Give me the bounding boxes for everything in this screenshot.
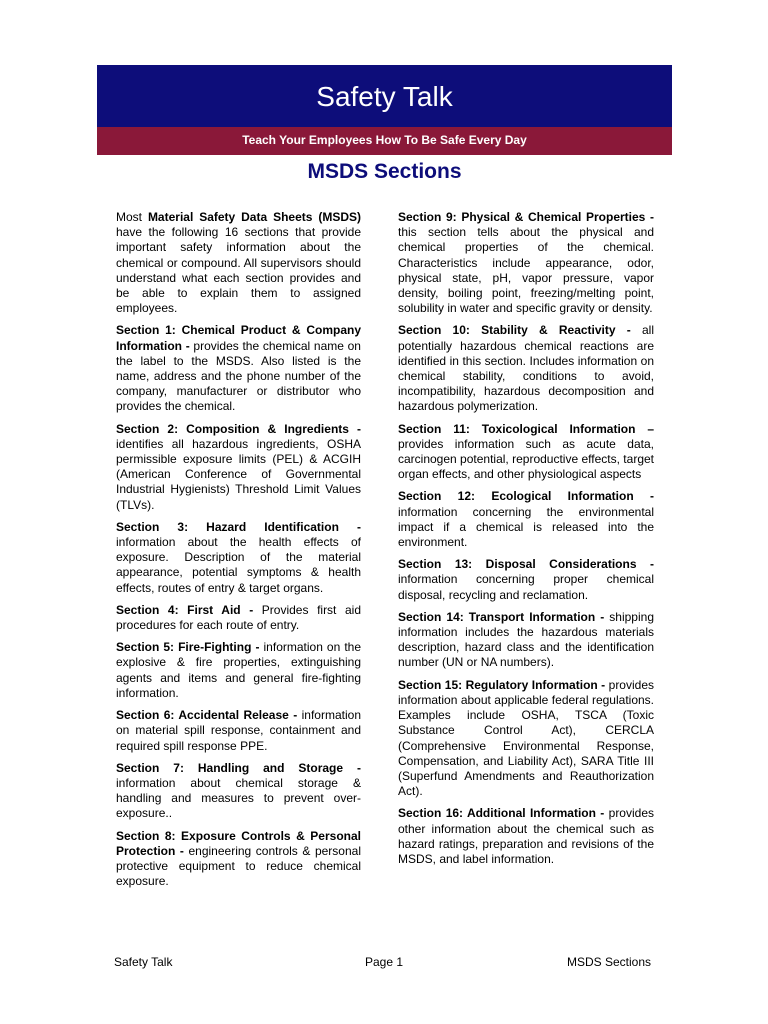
section-lead: Section 16: Additional Information -: [398, 806, 609, 821]
section-9: [398, 210, 654, 316]
section-lead: Section 14: Transport Information -: [398, 609, 610, 624]
section-5: [116, 640, 361, 701]
intro-bold: Material Safety Data Sheets (MSDS): [147, 210, 362, 224]
section-text: provides information about applicable federal regulations. Examples include OSHA, TSCA (Toxic Substance Control Act), CERCLA (Comprehensive Environmental Response, Compensation, and Liability Act), SARA Title III (Superfund Amendments and Reauthorization Act).: [398, 677, 654, 799]
section-text: information about the health effects of exposure. Description of the material appearance, potential symptoms & health effects, routes of entry & target organs.: [116, 535, 361, 595]
section-text: information concerning proper chemical disposal, recycling and reclamation.: [398, 572, 654, 602]
section-7: [116, 761, 361, 822]
section-lead: Section 5: Fire-Fighting -: [116, 640, 264, 655]
section-text: provides information such as acute data, carcinogen potential, reproductive effects, target organ effects, and other physiological aspects: [398, 436, 654, 482]
section-lead: Section 12: Ecological Information -: [398, 489, 654, 504]
section-lead: Section 7: Handling and Storage -: [116, 760, 361, 775]
section-text: engineering controls & personal protective equipment to reduce chemical exposure.: [116, 843, 361, 889]
section-text: Provides first aid procedures for each route of entry.: [116, 602, 361, 633]
intro-pre: Most: [116, 210, 148, 224]
section-lead: Section 9: Physical & Chemical Properties -: [398, 210, 654, 224]
section-14: [398, 610, 654, 671]
section-text: provides the chemical name on the label to the MSDS. Also listed is the name, address and the phone number of the company, manufacturer or distributor who provides the chemical.: [116, 338, 361, 414]
section-text: shipping information includes the hazardous materials description, hazard class and the identification number (UN or NA numbers).: [398, 609, 654, 670]
section-text: information on material spill response, containment and required spill response PPE.: [116, 708, 361, 753]
section-lead: Section 8: Exposure Controls & Personal Protection -: [116, 828, 361, 858]
section-text: information on the explosive & fire properties, extinguishing agents and items and general fire-fighting information.: [116, 640, 361, 700]
section-text: information concerning the environmental impact if a chemical is released into the environment.: [398, 504, 654, 550]
footer-page-number: Page 1: [365, 955, 404, 969]
section-text: all potentially hazardous chemical reactions are identified in this section. Includes information on chemical stability, conditions to avoid, incompatibility, hazardous decomposition and hazardous polymerization.: [398, 323, 654, 414]
section-text: information about chemical storage & handling and measures to prevent over-exposure..: [116, 775, 361, 821]
section-lead: Section 11: Toxicological Information –: [398, 421, 654, 436]
tagline-bar: Teach Your Employees How To Be Safe Every Day: [97, 127, 672, 155]
section-lead: Section 1: Chemical Product & Company Information -: [116, 323, 361, 353]
section-lead: Section 3: Hazard Identification -: [116, 519, 361, 534]
section-11: [398, 422, 654, 483]
section-3: [116, 520, 361, 596]
section-lead: Section 10: Stability & Reactivity -: [398, 323, 642, 338]
footer-left: Safety Talk: [114, 955, 173, 969]
section-8: [116, 829, 361, 890]
document-title: MSDS Sections: [307, 160, 462, 183]
section-lead: Section 4: First Aid -: [116, 602, 262, 617]
section-lead: Section 13: Disposal Considerations -: [398, 557, 654, 572]
section-15: [398, 678, 654, 800]
section-text: identifies all hazardous ingredients, OSHA permissible exposure limits (PEL) & ACGIH (American Conference of Governmental Industrial Hygienists) Threshold Limit Values (TLVs).: [116, 436, 361, 512]
left-column: [116, 210, 361, 896]
intro-post: have the following 16 sections that provide important safety information about the chemical or compound. All supervisors should understand what each section provides and be able to explain them to assigned employees.: [116, 225, 361, 316]
section-lead: Section 15: Regulatory Information -: [398, 677, 609, 692]
section-1: [116, 323, 361, 414]
section-text: this section tells about the physical and chemical properties of the chemical. Characteristics include appearance, odor, physical state, pH, vapor pressure, vapor density, boiling point, freezing/melting point, solubility in water and specific gravity or density.: [398, 225, 654, 316]
section-text: provides other information about the chemical such as hazard ratings, preparation and revisions of the MSDS, and label information.: [398, 806, 654, 866]
section-2: [116, 422, 361, 513]
section-12: [398, 489, 654, 550]
footer-right: MSDS Sections: [567, 955, 652, 969]
section-13: [398, 557, 654, 603]
section-10: [398, 323, 654, 414]
section-4: [116, 603, 361, 633]
section-lead: Section 6: Accidental Release -: [116, 708, 302, 723]
section-6: [116, 708, 361, 754]
section-16: [398, 806, 654, 867]
intro-paragraph: [116, 210, 361, 316]
header-banner: [97, 65, 672, 127]
banner-title: Safety Talk: [316, 81, 453, 112]
right-column: [398, 210, 654, 874]
section-lead: Section 2: Composition & Ingredients -: [116, 421, 361, 436]
